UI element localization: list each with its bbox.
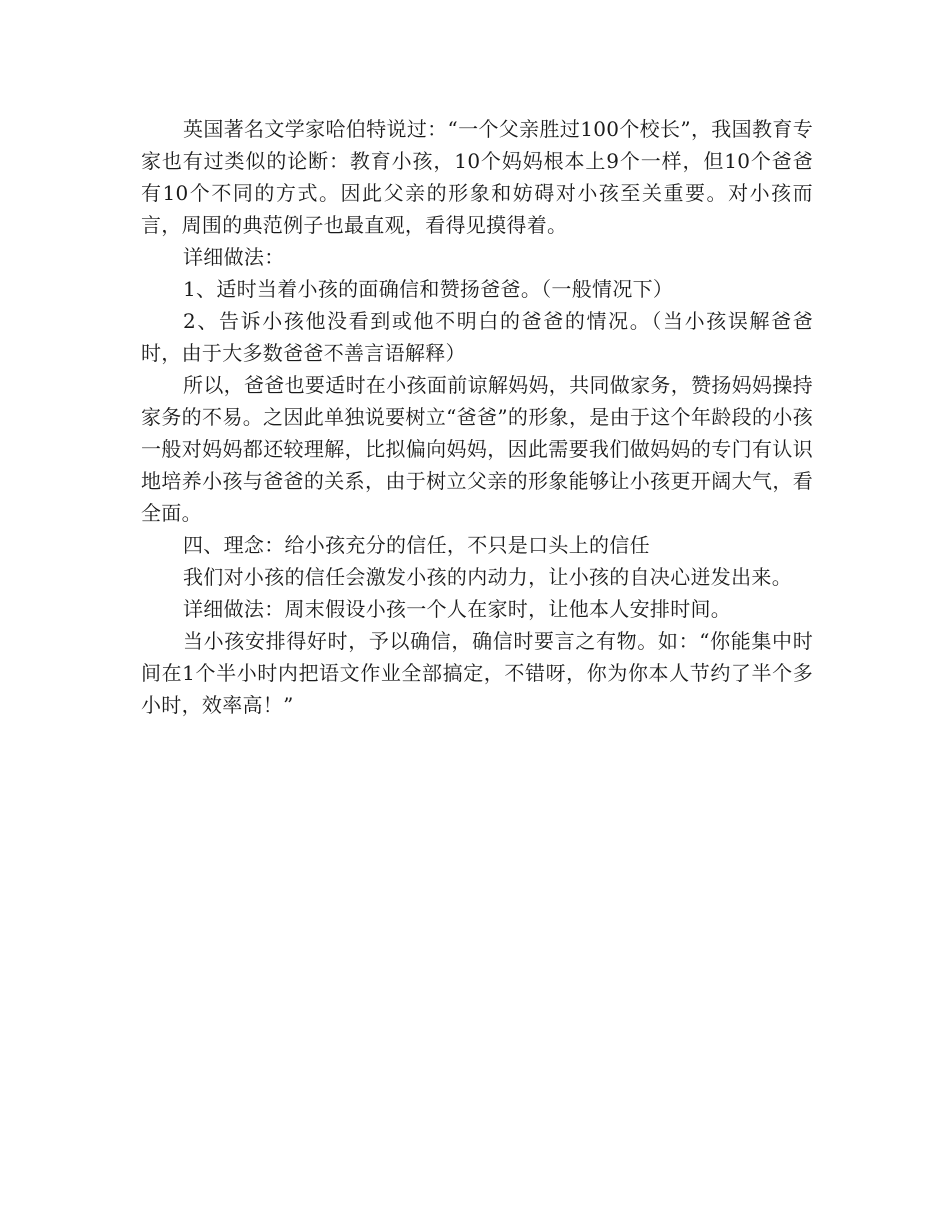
paragraph-father-image: 所以，爸爸也要适时在小孩面前谅解妈妈，共同做家务，赞扬妈妈操持家务的不易。之因此单独说要树立“爸爸”的形象，是由于这个年龄段的小孩一般对妈妈都还较理解，比拟偏向妈妈，因此需要我们做妈妈的专门有认识地培养小孩与爸爸的关系，由于树立父亲的形象能够让小孩更开阔大气，看全面。 [141, 373, 813, 525]
paragraph-trust-example: 当小孩安排得好时，予以确信，确信时要言之有物。如：“你能集中时间在1个半小时内把语文作业全部搞定，不错呀，你为你本人节约了半个多小时，效率高！” [141, 629, 813, 717]
paragraph-method-1: 1、适时当着小孩的面确信和赞扬爸爸。（一般情况下） [183, 277, 674, 301]
paragraph-trust-method: 详细做法：周末假设小孩一个人在家时，让他本人安排时间。 [183, 597, 732, 621]
paragraph-intro: 英国著名文学家哈伯特说过：“一个父亲胜过100个校长”，我国教育专家也有过类似的论断：教育小孩，10个妈妈根本上9个一样，但10个爸爸有10个不同的方式。因此父亲的形象和妨碍对小孩至关重要。对小孩而言，周围的典范例子也最直观，看得见摸得着。 [141, 117, 813, 237]
paragraph-trust: 我们对小孩的信任会激发小孩的内动力，让小孩的自决心迸发出来。 [183, 565, 792, 589]
section-heading-trust: 四、理念：给小孩充分的信任，不只是口头上的信任 [183, 533, 650, 557]
paragraph-method-2: 2、告诉小孩他没看到或他不明白的爸爸的情况。（当小孩误解爸爸时，由于大多数爸爸不善言语解释） [141, 309, 813, 365]
paragraph-method-heading: 详细做法： [183, 245, 285, 269]
document-body [141, 113, 813, 721]
